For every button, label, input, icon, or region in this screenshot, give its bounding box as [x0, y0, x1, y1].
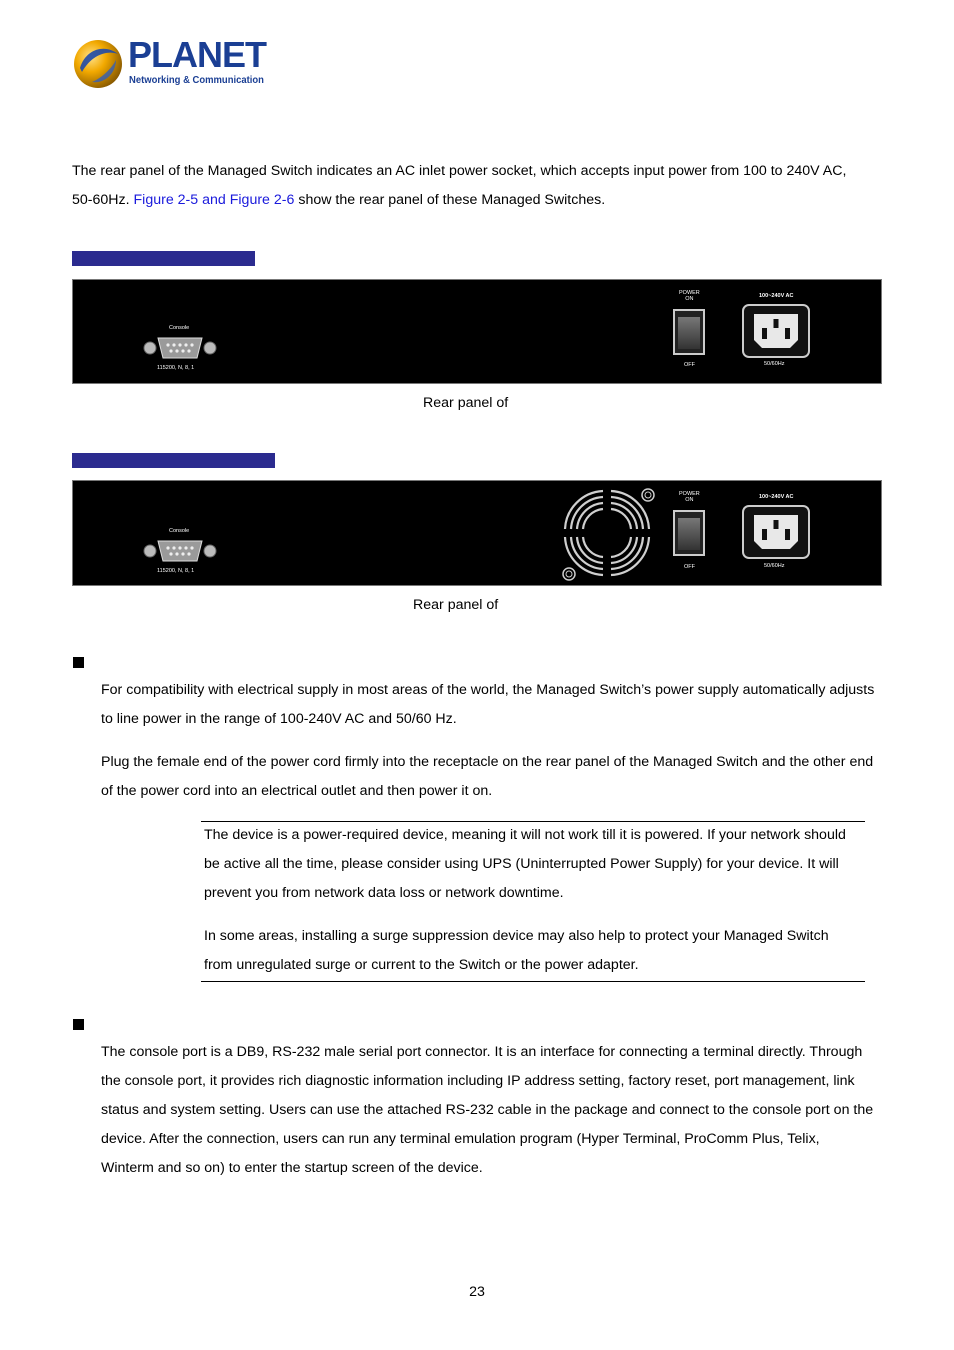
brand-tagline: Networking & Communication	[129, 74, 264, 86]
rear-panel-image-1	[72, 279, 882, 384]
intro-paragraph	[72, 157, 892, 215]
ac-p2-line-2: of the power cord into an electrical outlet and then power it on.	[101, 783, 493, 799]
power-off-label: OFF	[684, 362, 695, 368]
ac-voltage-label: 100~240V AC	[759, 494, 794, 500]
figure-caption-2: Rear panel of	[413, 597, 499, 613]
console-setting-label: 115200, N, 8, 1	[157, 365, 195, 371]
frequency-label: 50/60Hz	[764, 361, 785, 367]
note-p2-line-2: from unregulated surge or current to the Switch or the power adapter.	[204, 957, 639, 973]
note-p1-line-1: The device is a power-required device, meaning it will not work till it is powered. If your network should	[204, 827, 846, 843]
ac-paragraph-1	[101, 676, 891, 734]
ac-p2-line-1: Plug the female end of the power cord firmly into the receptacle on the rear panel of the Managed Switch and the other end	[101, 754, 874, 770]
console-line-3: status and system setting. Users can use the attached RS-232 cable in the package and connect to the console port on the	[101, 1102, 874, 1118]
rear-panel-image-2	[72, 480, 882, 586]
planet-logo	[72, 36, 272, 92]
console-line-5: Winterm and so on) to enter the startup screen of the device.	[101, 1160, 483, 1176]
note-paragraph-1	[204, 821, 864, 908]
intro-line-1: The rear panel of the Managed Switch indicates an AC inlet power socket, which accepts input power from 100 to 240V AC,	[72, 163, 847, 179]
power-off-label: OFF	[684, 564, 695, 570]
note-p1-line-2: be active all the time, please consider using UPS (Uninterrupted Power Supply) for your device. It will	[204, 856, 839, 872]
note-p2-line-1: In some areas, installing a surge suppression device may also help to protect your Managed Switch	[204, 928, 829, 944]
ac-inlet-icon	[742, 304, 810, 358]
power-switch-icon	[673, 510, 705, 556]
intro-line-2	[72, 186, 892, 215]
page-number: 23	[469, 1284, 485, 1300]
ac-voltage-label: 100~240V AC	[759, 293, 794, 299]
console-line-2: the console port, it provides rich diagnostic information including IP address setting, factory reset, port management, link	[101, 1073, 855, 1089]
figure-link[interactable]: Figure 2-5 and Figure 2-6	[133, 192, 295, 208]
note-paragraph-2	[204, 922, 864, 980]
power-on-label: POWER ON	[679, 290, 700, 302]
ac-p1-line-2: to line power in the range of 100-240V AC and 50/60 Hz.	[101, 711, 457, 727]
section-bullet-console	[73, 1019, 84, 1030]
ac-p1-line-1: For compatibility with electrical supply in most areas of the world, the Managed Switch’s power supply automatically adjusts	[101, 682, 875, 698]
ac-paragraph-2	[101, 748, 891, 806]
frequency-label: 50/60Hz	[764, 563, 785, 569]
section-bullet-ac	[73, 657, 84, 668]
console-setting-label: 115200, N, 8, 1	[157, 568, 195, 574]
intro-line2-end: show the rear panel of these Managed Switches.	[294, 192, 606, 208]
console-line-1: The console port is a DB9, RS-232 male serial port connector. It is an interface for connecting a terminal directly. Through	[101, 1044, 863, 1060]
ac-inlet-icon	[742, 505, 810, 559]
note-p1-line-3: prevent you from network data loss or network downtime.	[204, 885, 564, 901]
figure-heading-bar-1	[72, 251, 255, 266]
brand-name: PLANET	[128, 34, 266, 75]
console-label: Console	[169, 325, 190, 331]
fan-vent-icon	[557, 483, 657, 583]
intro-line2-start: 50-60Hz.	[72, 192, 134, 208]
figure-heading-bar-2	[72, 453, 275, 468]
db9-port-icon	[143, 335, 217, 361]
figure-caption-1: Rear panel of	[423, 395, 509, 411]
console-line-4: device. After the connection, users can run any terminal emulation program (Hyper Terminal, ProComm Plus, Telix,	[101, 1131, 820, 1147]
power-on-label: POWER ON	[679, 491, 700, 503]
power-switch-icon	[673, 309, 705, 355]
console-paragraph	[101, 1038, 891, 1183]
db9-port-icon	[143, 538, 217, 564]
globe-icon	[72, 38, 124, 90]
console-label: Console	[169, 528, 190, 534]
note-bottom-rule	[201, 981, 865, 982]
